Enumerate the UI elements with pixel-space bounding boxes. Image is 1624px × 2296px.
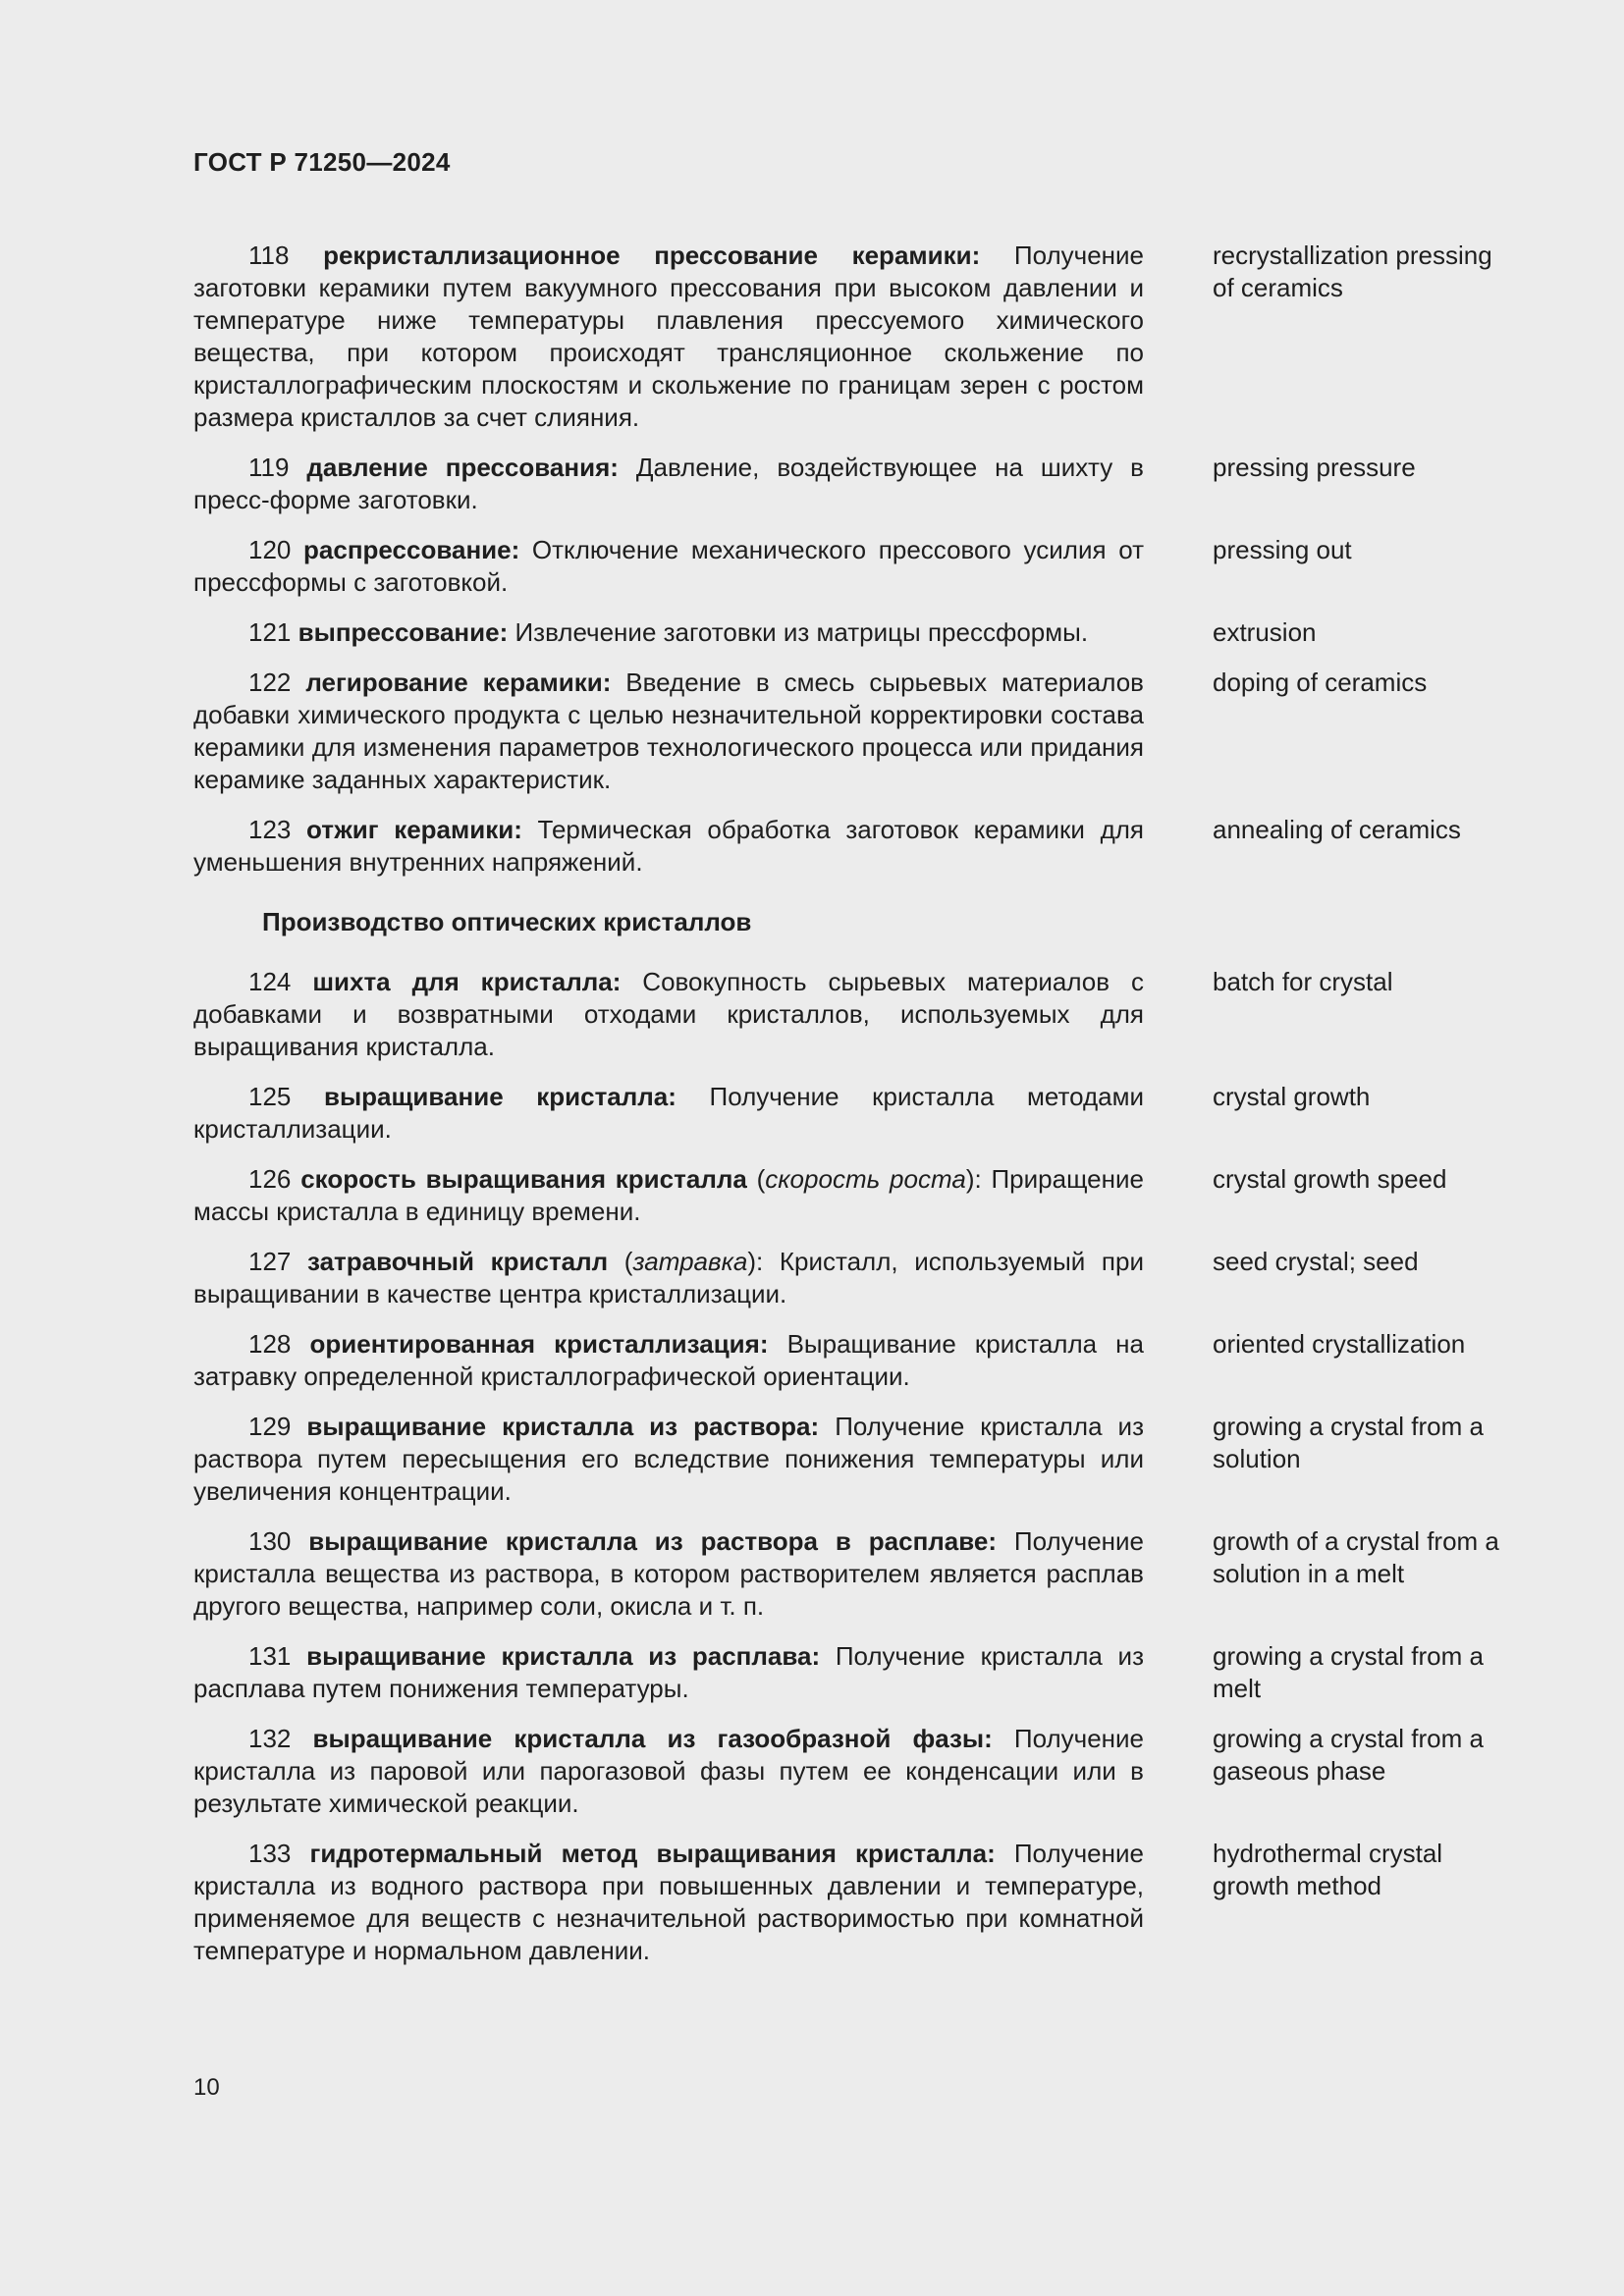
english-equivalent: growing a crystal from a gaseous phase [1213, 1724, 1484, 1786]
term-definition [193, 1328, 1144, 1393]
term-number: 121 [248, 617, 292, 647]
term-name: распрессование: [303, 535, 520, 564]
english-equivalent: extrusion [1213, 617, 1317, 647]
english-equivalent: hydrothermal crystal growth method [1213, 1839, 1443, 1900]
english-equivalent: recrystallization pressing of ceramics [1213, 240, 1492, 302]
term-entry [193, 534, 1509, 599]
term-name: затравочный кристалл [307, 1247, 609, 1276]
term-number: 128 [248, 1329, 292, 1359]
definition-text: Термическая обработка заготовок керамики для уменьшения внутренних напряжений. [193, 815, 1145, 877]
english-equivalent: growing a crystal from a melt [1213, 1641, 1484, 1703]
term-entry [193, 240, 1509, 434]
term-name: скорость выращивания кристалла [300, 1164, 747, 1194]
term-entry [193, 616, 1509, 649]
term-number: 130 [248, 1526, 292, 1556]
definition-text: Отключение механического прессового усилия от прессформы с заготовкой. [193, 535, 1144, 597]
term-name: гидротермальный метод выращивания кристалла: [309, 1839, 996, 1868]
definition-text: Получение кристалла из расплава путем понижения температуры. [193, 1641, 1145, 1703]
term-synonym: затравка [632, 1247, 748, 1276]
term-number: 131 [248, 1641, 292, 1671]
english-equivalent: seed crystal; seed [1213, 1247, 1419, 1276]
definition-text: Извлечение заготовки из матрицы прессформы. [508, 617, 1089, 647]
term-name: выращивание кристалла из газообразной фазы: [312, 1724, 993, 1753]
english-equivalent: doping of ceramics [1213, 667, 1428, 697]
term-number: 129 [248, 1412, 292, 1441]
term-name: выпрессование: [298, 617, 509, 647]
definition-text: Приращение массы кристалла в единицу времени. [193, 1164, 1144, 1226]
definition-text: Совокупность сырьевых материалов с добавками и возвратными отходами кристаллов, используемых для выращивания кристалла. [193, 967, 1144, 1061]
term-definition [193, 1163, 1144, 1228]
term-number: 120 [248, 535, 292, 564]
term-number: 126 [248, 1164, 292, 1194]
term-definition [193, 1723, 1144, 1820]
term-definition [193, 534, 1144, 599]
terms-group-crystals [193, 966, 1509, 1967]
definition-text: Введение в смесь сырьевых материалов добавки химического продукта с целью незначительной корректировки состава керамики для изменения параметров технологического процесса или придания керамике заданных характеристик. [193, 667, 1144, 794]
term-definition [193, 814, 1144, 879]
term-number: 122 [248, 667, 292, 697]
term-number: 133 [248, 1839, 292, 1868]
english-equivalent: growing a crystal from a solution [1213, 1412, 1484, 1473]
term-definition [193, 1411, 1144, 1508]
term-definition [193, 1525, 1144, 1623]
term-entry [193, 1163, 1509, 1228]
synonym-close: ): [965, 1164, 982, 1194]
synonym-open: ( [746, 1164, 766, 1194]
terms-group-ceramics [193, 240, 1509, 879]
terms-content [193, 240, 1509, 1985]
definition-text: Кристалл, используемый при выращивании в качестве центра кристаллизации. [193, 1247, 1144, 1308]
term-entry [193, 452, 1509, 516]
term-number: 123 [248, 815, 292, 844]
term-entry [193, 1081, 1509, 1146]
english-equivalent: annealing of ceramics [1213, 815, 1461, 844]
term-definition [193, 240, 1144, 434]
term-definition [193, 452, 1144, 516]
term-definition [193, 1640, 1144, 1705]
term-name: шихта для кристалла: [312, 967, 622, 996]
definition-text: Получение заготовки керамики путем вакуумного прессования при высоком давлении и температуре ниже температуры плавления прессуемого химического вещества, при котором происходят трансляционное скольжение по кристаллографическим плоскостям и скольжение по границам зерен с ростом размера кристаллов за счет слияния. [193, 240, 1144, 432]
term-name: выращивание кристалла: [323, 1082, 677, 1111]
term-number: 127 [248, 1247, 292, 1276]
definition-text: Получение кристалла из раствора путем пересыщения его вследствие понижения температуры или увеличения концентрации. [193, 1412, 1145, 1506]
term-number: 119 [248, 453, 290, 482]
term-name: легирование керамики: [305, 667, 612, 697]
english-equivalent: growth of a crystal from a solution in a melt [1213, 1526, 1499, 1588]
term-entry [193, 1723, 1509, 1820]
english-equivalent: batch for crystal [1213, 967, 1393, 996]
term-name: выращивание кристалла из раствора в расплаве: [308, 1526, 998, 1556]
term-name: давление прессования: [306, 453, 619, 482]
term-entry [193, 1525, 1509, 1623]
term-entry [193, 1838, 1509, 1967]
section-heading: Производство оптических кристаллов [262, 907, 752, 936]
synonym-open: ( [608, 1247, 633, 1276]
definition-text: Выращивание кристалла на затравку определенной кристаллографической ориентации. [193, 1329, 1144, 1391]
term-entry [193, 1640, 1509, 1705]
term-number: 118 [248, 240, 290, 270]
term-definition [193, 1246, 1144, 1310]
page-number: 10 [193, 2074, 220, 2101]
term-definition [193, 667, 1144, 796]
definition-text: Давление, воздействующее на шихту в пресс-форме заготовки. [193, 453, 1144, 514]
definition-text: Получение кристалла методами кристаллизации. [193, 1082, 1144, 1144]
english-equivalent: pressing pressure [1213, 453, 1416, 482]
term-entry [193, 966, 1509, 1063]
term-entry [193, 1328, 1509, 1393]
term-number: 125 [248, 1082, 292, 1111]
english-equivalent: crystal growth speed [1213, 1164, 1447, 1194]
synonym-close: ): [747, 1247, 764, 1276]
document-header: ГОСТ Р 71250—2024 [193, 147, 451, 177]
definition-text: Получение кристалла из водного раствора при повышенных давлении и температуре, применяемое для веществ с незначительной растворимостью при комнатной температуре и нормальном давлении. [193, 1839, 1144, 1965]
definition-text: Получение кристалла из паровой или парогазовой фазы путем ее конденсации или в результате химической реакции. [193, 1724, 1144, 1818]
english-equivalent: pressing out [1213, 535, 1352, 564]
term-definition [193, 966, 1144, 1063]
definition-text: Получение кристалла вещества из раствора, в котором растворителем является расплав другого вещества, например соли, окисла и т. п. [193, 1526, 1145, 1621]
term-entry [193, 1246, 1509, 1310]
term-definition [193, 1081, 1144, 1146]
term-definition [193, 1838, 1144, 1967]
term-name: отжиг керамики: [306, 815, 522, 844]
term-number: 124 [248, 967, 292, 996]
term-name: выращивание кристалла из раствора: [306, 1412, 820, 1441]
term-entry [193, 667, 1509, 796]
term-name: выращивание кристалла из расплава: [306, 1641, 821, 1671]
term-name: ориентированная кристаллизация: [309, 1329, 769, 1359]
english-equivalent: oriented crystallization [1213, 1329, 1466, 1359]
term-name: рекристаллизационное прессование керамики: [323, 240, 981, 270]
term-entry [193, 814, 1509, 879]
term-number: 132 [248, 1724, 292, 1753]
term-synonym: скорость роста [765, 1164, 966, 1194]
term-entry [193, 1411, 1509, 1508]
term-definition [193, 616, 1144, 649]
english-equivalent: crystal growth [1213, 1082, 1371, 1111]
